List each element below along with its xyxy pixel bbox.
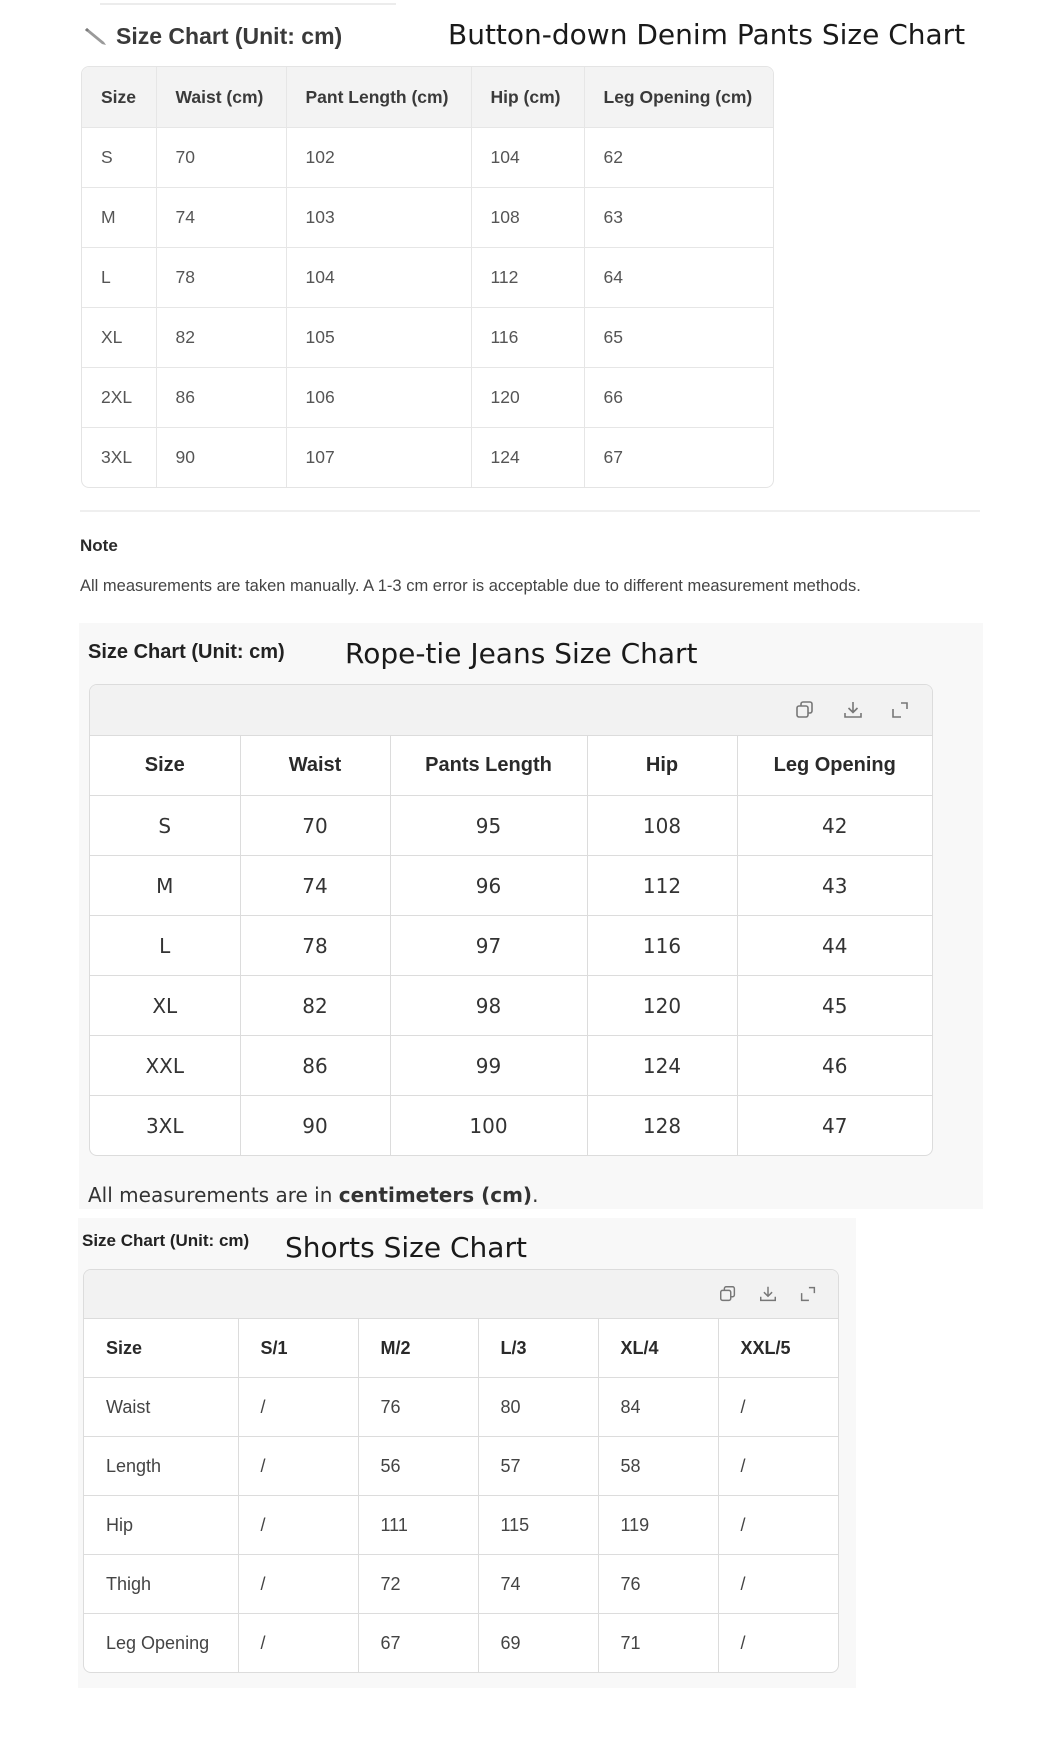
table-cell: / xyxy=(718,1614,838,1673)
table-cell: 102 xyxy=(286,128,471,188)
table-cell: 98 xyxy=(390,976,587,1036)
table-cell: 42 xyxy=(737,796,932,856)
table-cell: 44 xyxy=(737,916,932,976)
header-cell: Size xyxy=(84,1319,238,1378)
table-cell: 112 xyxy=(471,248,584,308)
table-cell: 100 xyxy=(390,1096,587,1156)
table-cell: 96 xyxy=(390,856,587,916)
table-cell: 74 xyxy=(478,1555,598,1614)
header-cell: Pant Length (cm) xyxy=(286,67,471,128)
table-cell: 120 xyxy=(587,976,737,1036)
table-cell: 65 xyxy=(584,308,773,368)
table-cell: 3XL xyxy=(82,428,156,488)
table-cell: 120 xyxy=(471,368,584,428)
table-header-row xyxy=(90,736,932,796)
table-cell: 108 xyxy=(471,188,584,248)
table-cell: / xyxy=(238,1496,358,1555)
table-row xyxy=(84,1496,838,1555)
table-cell: 82 xyxy=(156,308,286,368)
header-cell: L/3 xyxy=(478,1319,598,1378)
section3-title: Size Chart (Unit: cm) xyxy=(82,1231,250,1250)
table-cell: S xyxy=(90,796,240,856)
table-cell: 43 xyxy=(737,856,932,916)
section2-size-table xyxy=(89,684,933,1156)
table-cell: Waist xyxy=(84,1378,238,1437)
table-cell: / xyxy=(718,1496,838,1555)
table-cell: 78 xyxy=(156,248,286,308)
download-icon[interactable] xyxy=(755,1281,781,1307)
table-row xyxy=(82,188,773,248)
table-cell: XL xyxy=(82,308,156,368)
table-header-row xyxy=(84,1319,838,1378)
table-cell: L xyxy=(90,916,240,976)
table-cell: 62 xyxy=(584,128,773,188)
table-row xyxy=(90,1096,932,1156)
table-cell: 112 xyxy=(587,856,737,916)
header-cell: Hip xyxy=(587,736,737,796)
header-cell: Size xyxy=(82,67,156,128)
copy-icon[interactable] xyxy=(792,697,818,723)
table-header-row xyxy=(82,67,773,128)
table-cell: 70 xyxy=(240,796,390,856)
top-divider xyxy=(100,3,396,5)
table-row xyxy=(84,1437,838,1496)
table-cell: / xyxy=(238,1555,358,1614)
table-cell: M xyxy=(90,856,240,916)
table-cell: 116 xyxy=(471,308,584,368)
table-cell: 47 xyxy=(737,1096,932,1156)
table-cell: 64 xyxy=(584,248,773,308)
table-row xyxy=(84,1555,838,1614)
table-cell: 70 xyxy=(156,128,286,188)
table-cell: M xyxy=(82,188,156,248)
section2-overlay-title: Rope-tie Jeans Size Chart xyxy=(345,637,698,670)
section3-overlay-title: Shorts Size Chart xyxy=(285,1231,527,1264)
table-cell: 76 xyxy=(598,1555,718,1614)
table-cell: 67 xyxy=(584,428,773,488)
table-row xyxy=(82,308,773,368)
table-cell: 58 xyxy=(598,1437,718,1496)
table-cell: 46 xyxy=(737,1036,932,1096)
footnote-prefix: All measurements are in xyxy=(88,1183,339,1207)
table-cell: 80 xyxy=(478,1378,598,1437)
table-cell: 103 xyxy=(286,188,471,248)
header-cell: Leg Opening (cm) xyxy=(584,67,773,128)
table-cell: / xyxy=(718,1555,838,1614)
header-cell: Size xyxy=(90,736,240,796)
header-cell: XL/4 xyxy=(598,1319,718,1378)
section1-size-table xyxy=(81,66,774,488)
table-cell: / xyxy=(718,1437,838,1496)
copy-icon[interactable] xyxy=(715,1281,741,1307)
table-cell: 74 xyxy=(240,856,390,916)
table-cell: L xyxy=(82,248,156,308)
table-row xyxy=(90,976,932,1036)
table-cell: 69 xyxy=(478,1614,598,1673)
header-cell: M/2 xyxy=(358,1319,478,1378)
table-cell: 71 xyxy=(598,1614,718,1673)
table-cell: 90 xyxy=(156,428,286,488)
section1-title: Size Chart (Unit: cm) xyxy=(116,22,343,49)
table-cell: 67 xyxy=(358,1614,478,1673)
table-cell: 57 xyxy=(478,1437,598,1496)
table-row xyxy=(90,916,932,976)
table-cell: 78 xyxy=(240,916,390,976)
section3-size-table xyxy=(83,1269,839,1673)
table-cell: Length xyxy=(84,1437,238,1496)
table-cell: 76 xyxy=(358,1378,478,1437)
note-label: Note xyxy=(80,536,118,555)
table-cell: 66 xyxy=(584,368,773,428)
table-cell: / xyxy=(238,1378,358,1437)
table-cell: 86 xyxy=(156,368,286,428)
table-cell: 84 xyxy=(598,1378,718,1437)
table-row xyxy=(82,428,773,488)
pencil-icon xyxy=(82,26,108,46)
table-cell: XXL xyxy=(90,1036,240,1096)
table-row xyxy=(82,128,773,188)
table-cell: S xyxy=(82,128,156,188)
table-cell: 90 xyxy=(240,1096,390,1156)
header-cell: Waist xyxy=(240,736,390,796)
table-cell: / xyxy=(718,1378,838,1437)
table-cell: 99 xyxy=(390,1036,587,1096)
section2-footnote xyxy=(88,1183,538,1207)
table-row xyxy=(84,1378,838,1437)
table-cell: Thigh xyxy=(84,1555,238,1614)
table-cell: 86 xyxy=(240,1036,390,1096)
section2-title: Size Chart (Unit: cm) xyxy=(88,641,285,663)
table-cell: 72 xyxy=(358,1555,478,1614)
header-cell: S/1 xyxy=(238,1319,358,1378)
table-cell: 63 xyxy=(584,188,773,248)
table-cell: 111 xyxy=(358,1496,478,1555)
table-cell: 108 xyxy=(587,796,737,856)
section1-heading xyxy=(82,20,342,52)
table-toolbar xyxy=(84,1270,838,1319)
table-cell: 3XL xyxy=(90,1096,240,1156)
table-cell: 116 xyxy=(587,916,737,976)
header-cell: Hip (cm) xyxy=(471,67,584,128)
table-cell: Hip xyxy=(84,1496,238,1555)
table-cell: 95 xyxy=(390,796,587,856)
expand-icon[interactable] xyxy=(795,1281,821,1307)
table-row xyxy=(90,796,932,856)
table-cell: 56 xyxy=(358,1437,478,1496)
footnote-suffix: . xyxy=(532,1183,539,1207)
table-cell: 45 xyxy=(737,976,932,1036)
table-row xyxy=(82,368,773,428)
table-cell: 115 xyxy=(478,1496,598,1555)
table-cell: 124 xyxy=(587,1036,737,1096)
table-cell: / xyxy=(238,1437,358,1496)
expand-icon[interactable] xyxy=(887,697,913,723)
table-cell: 128 xyxy=(587,1096,737,1156)
table-cell: 97 xyxy=(390,916,587,976)
header-cell: Pants Length xyxy=(390,736,587,796)
table-cell: 2XL xyxy=(82,368,156,428)
table-row xyxy=(90,1036,932,1096)
table-cell: 104 xyxy=(286,248,471,308)
table-row xyxy=(90,856,932,916)
note-text: All measurements are taken manually. A 1-3 cm error is acceptable due to different measurement methods. xyxy=(80,577,861,595)
table-cell: 104 xyxy=(471,128,584,188)
table-row xyxy=(82,248,773,308)
download-icon[interactable] xyxy=(840,697,866,723)
table-cell: / xyxy=(238,1614,358,1673)
table-cell: XL xyxy=(90,976,240,1036)
table-cell: 107 xyxy=(286,428,471,488)
section-divider xyxy=(80,510,980,512)
table-cell: 105 xyxy=(286,308,471,368)
table-cell: 119 xyxy=(598,1496,718,1555)
section1-overlay-title: Button-down Denim Pants Size Chart xyxy=(448,18,966,51)
footnote-unit: centimeters (cm) xyxy=(338,1183,533,1207)
table-cell: 74 xyxy=(156,188,286,248)
table-toolbar xyxy=(90,685,932,736)
table-cell: 124 xyxy=(471,428,584,488)
table-row xyxy=(84,1614,838,1673)
header-cell: XXL/5 xyxy=(740,1337,791,1358)
table-cell: Leg Opening xyxy=(84,1614,238,1673)
header-cell: Leg Opening xyxy=(773,754,896,776)
table-cell: 106 xyxy=(286,368,471,428)
table-cell: 82 xyxy=(240,976,390,1036)
header-cell: Waist (cm) xyxy=(156,67,286,128)
